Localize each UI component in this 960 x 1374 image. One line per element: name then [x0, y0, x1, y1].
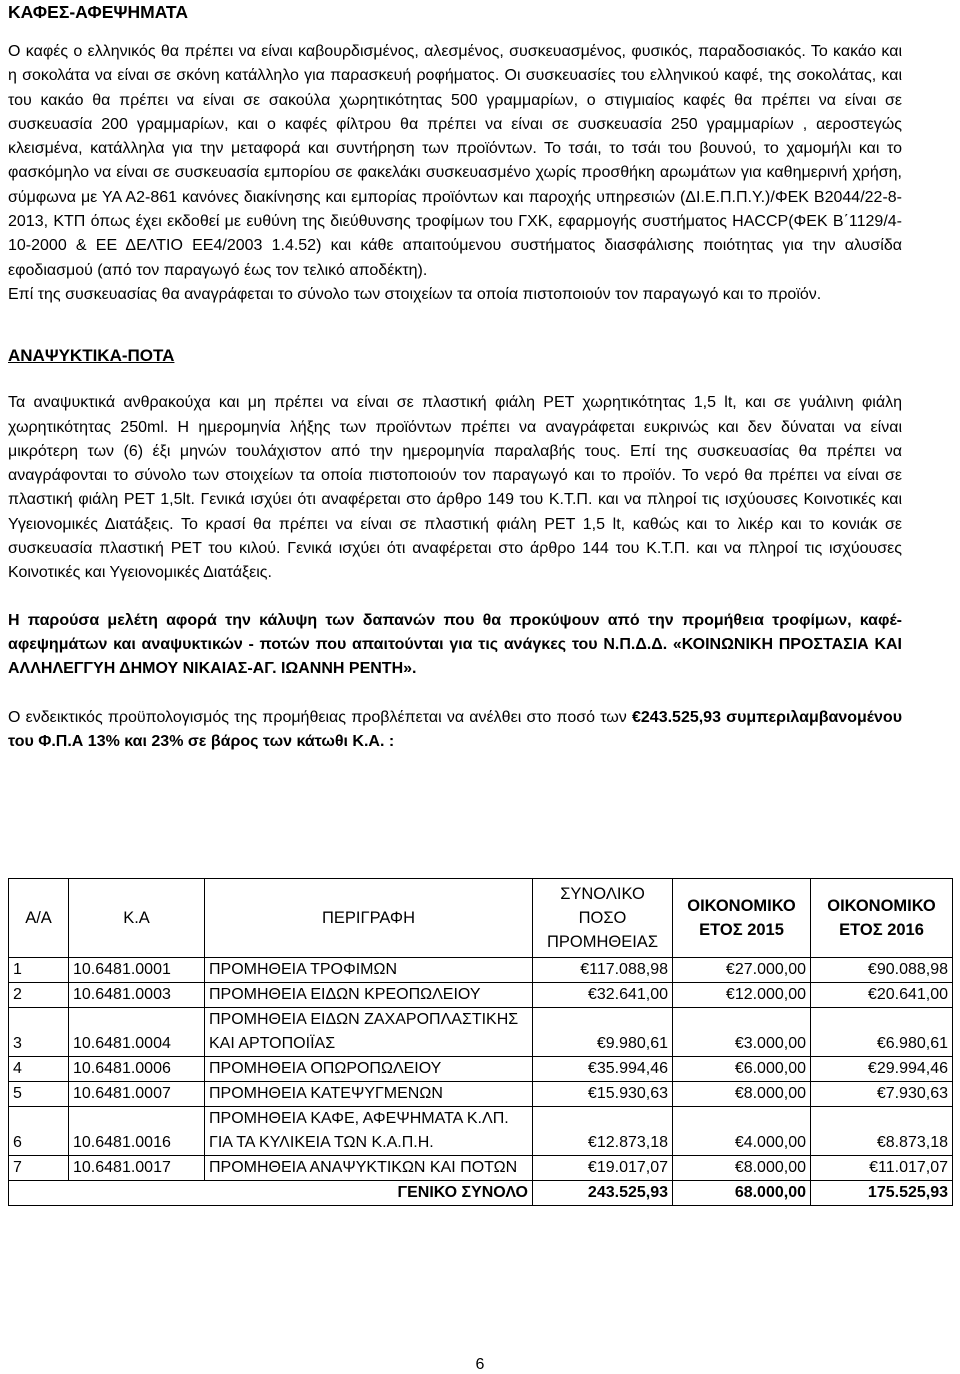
row-index: 5: [9, 1082, 69, 1107]
total-year-2016: 175.525,93: [811, 1181, 953, 1206]
row-description: ΠΡΟΜΗΘΕΙΑ ΑΝΑΨΥΚΤΙΚΩΝ ΚΑΙ ΠΟΤΩΝ: [205, 1156, 533, 1181]
row-year-2015: €4.000,00: [673, 1107, 811, 1156]
header-year-2015: ΟΙΚΟΝΟΜΙΚΟ ΕΤΟΣ 2015: [673, 879, 811, 958]
coffee-paragraph-2: Επί της συσκευασίας θα αναγράφεται το σύνολο των στοιχείων τα οποία πιστοποιούν τον παραγωγό και το προϊόν.: [8, 285, 822, 303]
row-description: ΠΡΟΜΗΘΕΙΑ ΕΙΔΩΝ ΖΑΧΑΡΟΠΛΑΣΤΙΚΗΣ ΚΑΙ ΑΡΤΟΠΟΙΪΑΣ: [205, 1008, 533, 1057]
table-row: [9, 1082, 953, 1107]
row-year-2016: €8.873,18: [811, 1107, 953, 1156]
budget-text: Ο ενδεικτικός προϋπολογισμός της προμήθειας προβλέπεται να ανέλθει στο ποσό των: [8, 708, 632, 726]
row-total: €32.641,00: [533, 983, 673, 1008]
row-total: €19.017,07: [533, 1156, 673, 1181]
table-row: [9, 983, 953, 1008]
header-ka: Κ.Α: [69, 879, 205, 958]
table-header-row: [9, 879, 953, 958]
row-index: 4: [9, 1057, 69, 1082]
row-code: 10.6481.0001: [69, 958, 205, 983]
row-index: 2: [9, 983, 69, 1008]
row-year-2015: €8.000,00: [673, 1082, 811, 1107]
budget-amount: €243.525,93 συμπεριλαμβανομένου του Φ.Π.Α 13% και 23% σε βάρος των κάτωθι Κ.Α. :: [8, 708, 903, 750]
header-total: ΣΥΝΟΛΙΚΟ ΠΟΣΟ ΠΡΟΜΗΘΕΙΑΣ: [533, 879, 673, 958]
row-index: 6: [9, 1107, 69, 1156]
total-amount: 243.525,93: [533, 1181, 673, 1206]
row-code: 10.6481.0007: [69, 1082, 205, 1107]
row-year-2016: €6.980,61: [811, 1008, 953, 1057]
row-year-2016: €90.088,98: [811, 958, 953, 983]
row-description: ΠΡΟΜΗΘΕΙΑ ΟΠΩΡΟΠΩΛΕΙΟΥ: [205, 1057, 533, 1082]
table-row: [9, 1107, 953, 1156]
row-description: ΠΡΟΜΗΘΕΙΑ ΕΙΔΩΝ ΚΡΕΟΠΩΛΕΙΟΥ: [205, 983, 533, 1008]
header-aa: Α/Α: [9, 879, 69, 958]
row-year-2016: €11.017,07: [811, 1156, 953, 1181]
row-year-2015: €8.000,00: [673, 1156, 811, 1181]
coffee-paragraph-1: Ο καφές ο ελληνικός θα πρέπει να είναι καβουρδισμένος, αλεσμένος, συσκευασμένος, φυσικός, παραδοσιακός. Το κακάο και η σοκολάτα να είναι σε σκόνη κατάλληλο για παρασκευή ροφήματος. Οι συσκευασίες του ελληνικού καφέ, της σοκολάτας, και του κακάο θα πρέπει να είναι σε σακούλα χωρητικότητας 500 γραμμαρίων, ο στιγμιαίος καφές θα πρέπει να είναι σε συσκευασία 200 γραμμαρίων, και ο καφές φίλτρου θα πρέπει να είναι σε συσκευασία 250 γραμμαρίων , αεροστεγώς κλεισμένα, κατάλληλα για την μεταφορά και συντήρηση των προϊόντων. Το τσάι, το τσάι του βουνού, το χαμομήλι και το φασκόμηλο να είναι σε συσκευασία εμπορίου σε φακελάκι συσκευασμένο χωρίς προσθήκη αρωμάτων για καθημερινή χρήση, σύμφωνα με ΥΑ Α2-861 κανόνες διακίνησης και εμπορίας προϊόντων και παροχής υπηρεσιών (ΔΙ.Ε.Π.Π.Υ.)/ΦΕΚ Β2044/22-8-2013, ΚΤΠ όπως έχει εκδοθεί με ευθύνη της διεύθυνσης τροφίμων του ΓΧΚ, εφαρμογής συστήματος HACCP(ΦΕΚ Β΄1129/4-10-2000 & ΕΕ ΔΕΛΤΙΟ ΕΕ4/2003 1.4.52) και κάθε απαιτούμενου συστήματος διασφάλισης ποιότητας για την αλυσίδα εφοδιασμού (από τον παραγωγό έως τον τελικό αποδέκτη).: [8, 43, 902, 279]
table-row: [9, 1008, 953, 1057]
row-code: 10.6481.0016: [69, 1107, 205, 1156]
table-row: [9, 1057, 953, 1082]
row-year-2015: €3.000,00: [673, 1008, 811, 1057]
row-year-2016: €7.930,63: [811, 1082, 953, 1107]
row-code: 10.6481.0017: [69, 1156, 205, 1181]
page-number: 6: [475, 1356, 485, 1373]
row-year-2015: €27.000,00: [673, 958, 811, 983]
row-code: 10.6481.0004: [69, 1008, 205, 1057]
study-paragraph: Η παρούσα μελέτη αφορά την κάλυψη των δαπανών που θα προκύψουν από την προμήθεια τροφίμων, καφέ-αφεψημάτων και αναψυκτικών - ποτών που απαιτούνται για τις ανάγκες του Ν.Π.Δ.Δ. «ΚΟΙΝΩΝΙΚΗ ΠΡΟΣΤΑΣΙΑ ΚΑΙ ΑΛΛΗΛΕΓΓΥΗ ΔΗΜΟΥ ΝΙΚΑΙΑΣ-ΑΓ. ΙΩΑΝΝΗ ΡΕΝΤΗ».: [8, 611, 902, 678]
row-total: €35.994,46: [533, 1057, 673, 1082]
budget-paragraph: [8, 706, 902, 755]
row-year-2015: €6.000,00: [673, 1057, 811, 1082]
header-year-2016: ΟΙΚΟΝΟΜΙΚΟ ΕΤΟΣ 2016: [811, 879, 953, 958]
row-description: ΠΡΟΜΗΘΕΙΑ ΚΑΤΕΨΥΓΜΕΝΩΝ: [205, 1082, 533, 1107]
section-title-drinks: ΑΝΑΨΥΚΤΙΚΑ-ΠΟΤΑ: [8, 346, 175, 366]
row-index: 3: [9, 1008, 69, 1057]
total-year-2015: 68.000,00: [673, 1181, 811, 1206]
row-year-2016: €20.641,00: [811, 983, 953, 1008]
table-row: [9, 958, 953, 983]
table-row: [9, 1156, 953, 1181]
table-total-row: [9, 1181, 953, 1206]
header-description: ΠΕΡΙΓΡΑΦΗ: [205, 879, 533, 958]
row-total: €12.873,18: [533, 1107, 673, 1156]
row-year-2016: €29.994,46: [811, 1057, 953, 1082]
document-page: [8, 0, 902, 754]
row-description: ΠΡΟΜΗΘΕΙΑ ΚΑΦΕ, ΑΦΕΨΗΜΑΤΑ Κ.ΛΠ. ΓΙΑ ΤΑ ΚΥΛΙΚΕΙΑ ΤΩΝ Κ.Α.Π.Η.: [205, 1107, 533, 1156]
row-index: 7: [9, 1156, 69, 1181]
row-index: 1: [9, 958, 69, 983]
row-code: 10.6481.0006: [69, 1057, 205, 1082]
row-total: €15.930,63: [533, 1082, 673, 1107]
section-title-coffee: ΚΑΦΕΣ-ΑΦΕΨΗΜΑΤΑ: [8, 2, 188, 22]
row-year-2015: €12.000,00: [673, 983, 811, 1008]
row-description: ΠΡΟΜΗΘΕΙΑ ΤΡΟΦΙΜΩΝ: [205, 958, 533, 983]
budget-table: [8, 878, 953, 1206]
row-total: €117.088,98: [533, 958, 673, 983]
drinks-paragraph: Τα αναψυκτικά ανθρακούχα και μη πρέπει να είναι σε πλαστική φιάλη PET χωρητικότητας 1,5 lt, και σε γυάλινη φιάλη χωρητικότητας 250ml. Η ημερομηνία λήξης των προϊόντων πρέπει να αναγράφεται ευκρινώς και δεν δύναται να είναι μικρότερη των (6) έξι μηνών τουλάχιστον από την ημερομηνία παραλαβής τους. Επί της συσκευασίας θα πρέπει να αναγράφονται το σύνολο των στοιχείων τα οποία πιστοποιούν τον παραγωγό και το προϊόν. Το νερό θα πρέπει να είναι σε πλαστική φιάλη PET 1,5lt. Γενικά ισχύει ότι αναφέρεται στο άρθρο 149 του Κ.Τ.Π. και να πληροί τις ισχύουσες Κοινοτικές και Υγειονομικές Διατάξεις. Το κρασί θα πρέπει να είναι σε πλαστική φιάλη PET 1,5 lt, καθώς και το λικέρ και το κονιάκ σε συσκευασία πλαστική PET του κιλού. Γενικά ισχύει ότι αναφέρεται στο άρθρο 144 του Κ.Τ.Π. και να πληροί τις ισχύουσες Κοινοτικές και Υγειονομικές Διατάξεις.: [8, 394, 902, 582]
row-total: €9.980,61: [533, 1008, 673, 1057]
total-label: ΓΕΝΙΚΟ ΣΥΝΟΛΟ: [9, 1181, 533, 1206]
row-code: 10.6481.0003: [69, 983, 205, 1008]
